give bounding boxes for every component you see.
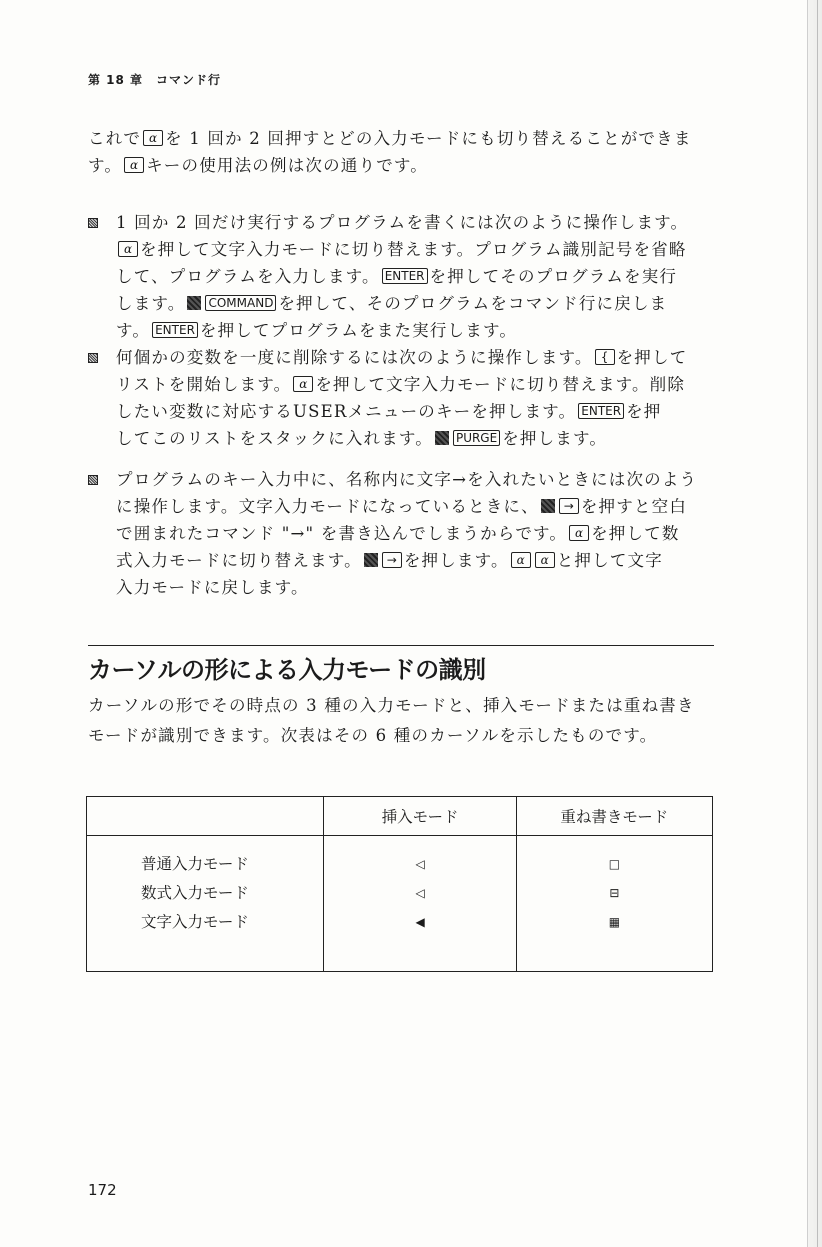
shift-key-icon (435, 431, 449, 445)
overwrite-cursor-icon: ⊟ (609, 886, 620, 900)
alpha-key-icon: α (143, 130, 163, 146)
section-heading: カーソルの形による入力モードの識別 (88, 656, 486, 684)
section-divider (88, 645, 714, 646)
table-header-row (87, 797, 713, 836)
table-header-empty (87, 797, 324, 836)
section-paragraph-line-2: モードが識別できます。次表はその 6 種のカーソルを示したものです。 (88, 726, 658, 745)
bullet3-line-4: 式入力モードに切り替えます。 → を押します。 α α と押して文字 (116, 551, 663, 570)
alpha-key-icon: α (511, 552, 531, 568)
bullet3-line-1: プログラムのキー入力中に、名称内に文字→を入れたいときには次のよう (116, 470, 698, 489)
bullet-icon (88, 475, 98, 485)
intro-line-2: す。 α キーの使用法の例は次の通りです。 (88, 156, 428, 175)
command-key-icon: COMMAND (205, 295, 276, 311)
alpha-key-icon: α (535, 552, 555, 568)
bullet3-line-5: 入力モードに戻します。 (116, 578, 309, 597)
page-edge-line (817, 0, 818, 1247)
bullet1-line-2: α を押して文字入力モードに切り替えます。プログラム識別記号を省略 (116, 236, 687, 263)
bullet1-line-4: します。 COMMAND を押して、そのプログラムをコマンド行に戻しま (116, 294, 668, 313)
table-header-insert: 挿入モード (324, 797, 516, 836)
bullet2-line-3: したい変数に対応するUSERメニューのキーを押します。 ENTER を押 (116, 402, 662, 421)
alpha-key-icon: α (569, 525, 589, 541)
arrow-key-icon: → (382, 552, 402, 568)
overwrite-cursor-icon: ▦ (608, 915, 621, 929)
table-header-overwrite: 重ね書きモード (516, 797, 712, 836)
shift-key-icon (187, 296, 201, 310)
bullet1-line-3: して、プログラムを入力します。 ENTER を押してそのプログラムを実行 (116, 267, 678, 286)
alpha-key-icon: α (293, 376, 313, 392)
purge-key-icon: PURGE (453, 430, 500, 446)
shift-key-icon (541, 499, 555, 513)
alpha-key-icon: α (124, 157, 144, 173)
overwrite-cursor-column (516, 836, 712, 972)
brace-key-icon: { (595, 349, 615, 365)
page-edge (807, 0, 822, 1247)
bullet-icon (88, 353, 98, 363)
bullet2-line-4: してこのリストをスタックに入れます。 PURGE を押します。 (116, 429, 608, 448)
shift-key-icon (364, 553, 378, 567)
mode-label: 数式入力モード (141, 884, 249, 902)
insert-cursor-icon: ◀ (415, 915, 425, 929)
bullet1-line-1: 1 回か 2 回だけ実行するプログラムを書くには次のように操作します。 (116, 213, 689, 232)
bullet2-line-1: 何個かの変数を一度に削除するには次のように操作します。 { を押して (116, 348, 688, 367)
bullet1-line-5: す。 ENTER を押してプログラムをまた実行します。 (116, 321, 518, 340)
overwrite-cursor-icon: □ (608, 857, 621, 871)
enter-key-icon: ENTER (382, 268, 428, 284)
mode-label: 文字入力モード (141, 913, 249, 931)
intro-line-1: これで α を 1 回か 2 回押すとどの入力モードにも切り替えることができま (88, 129, 692, 148)
enter-key-icon: ENTER (578, 403, 624, 419)
section-paragraph-line-1: カーソルの形でその時点の 3 種の入力モードと、挿入モードまたは重ね書き (88, 696, 695, 715)
bullet-icon (88, 218, 98, 228)
bullet2-line-2: リストを開始します。 α を押して文字入力モードに切り替えます。削除 (116, 375, 686, 394)
insert-cursor-column (324, 836, 516, 972)
insert-cursor-icon: ◁ (415, 857, 425, 871)
alpha-key-icon: α (118, 241, 138, 257)
enter-key-icon: ENTER (152, 322, 198, 338)
arrow-key-icon: → (559, 498, 579, 514)
mode-label: 普通入力モード (141, 855, 249, 873)
insert-cursor-icon: ◁ (415, 886, 425, 900)
table-body-row (87, 836, 713, 972)
chapter-header: 第 18 章 コマンド行 (88, 73, 222, 87)
cursor-mode-table (86, 796, 713, 972)
bullet3-line-3: で囲まれたコマンド "→" を書き込んでしまうからです。 α を押して数 (116, 524, 680, 543)
mode-label-column (87, 836, 324, 972)
bullet3-line-2: に操作します。文字入力モードになっているときに、 → を押すと空白 (116, 497, 688, 516)
page-number: 172 (88, 1181, 117, 1199)
